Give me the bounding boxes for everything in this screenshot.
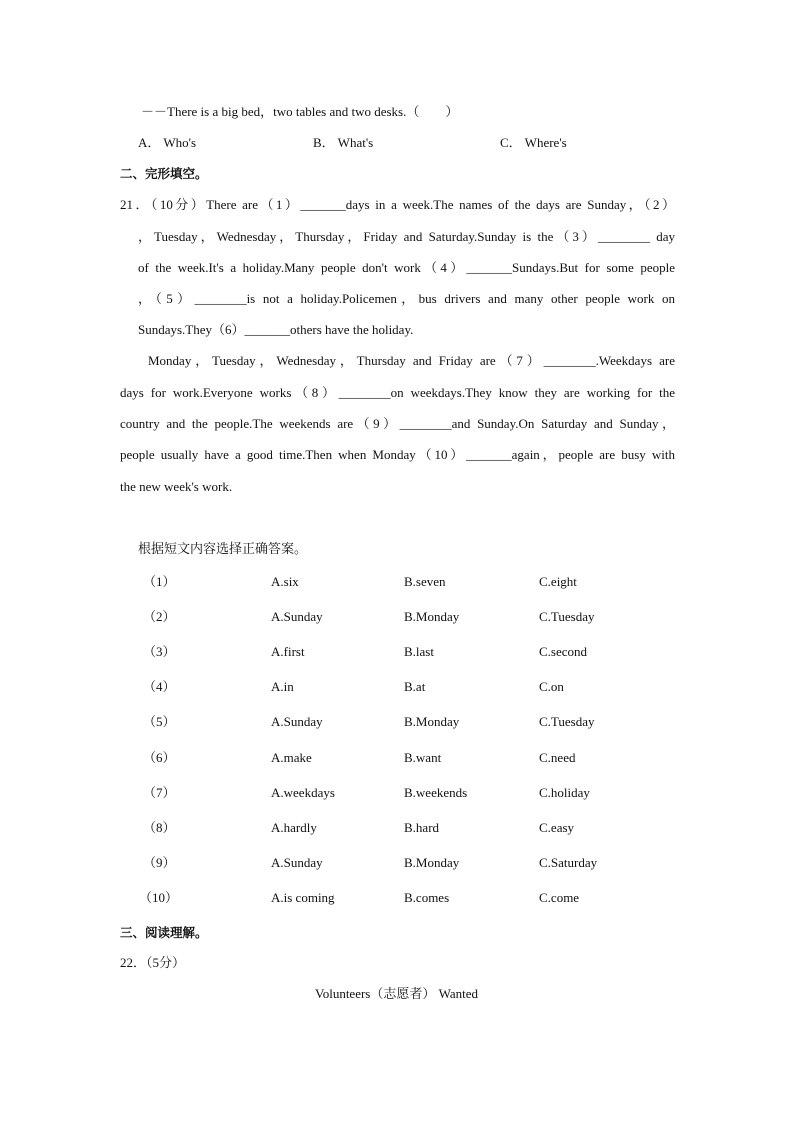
choice-a[interactable]: A.Sunday — [271, 855, 323, 870]
passage-line: ，Tuesday，Wednesday，Thursday，Friday and Saturday.Sunday is the（3）________ day — [138, 229, 675, 244]
passage-line: country and the people.The weekends are（9）________and Sunday.On Saturday and Sunday， — [120, 416, 675, 431]
choice-c[interactable]: C.Tuesday — [539, 609, 595, 624]
choice-c[interactable]: C.holiday — [539, 785, 590, 800]
choice-a[interactable]: A.Sunday — [271, 714, 323, 729]
choice-c[interactable]: C.come — [539, 890, 580, 905]
section-heading-reading: 三、阅读理解。 — [120, 925, 208, 940]
choice-c[interactable]: C.Saturday — [539, 855, 598, 870]
choice-c[interactable]: C.need — [539, 750, 576, 765]
choice-b[interactable]: B.comes — [404, 890, 450, 905]
choice-c[interactable]: C.second — [539, 644, 588, 659]
choice-c[interactable]: C.Tuesday — [539, 714, 595, 729]
choice-a[interactable]: A.in — [271, 679, 294, 694]
choice-number: （3） — [143, 644, 176, 659]
passage-line: people usually have a good time.Then when Monday（10）_______again，people are busy with — [120, 447, 675, 462]
choice-number: （10） — [139, 890, 179, 905]
choice-number: （8） — [143, 820, 176, 835]
choice-number: （7） — [143, 785, 176, 800]
choice-a[interactable]: A.weekdays — [271, 785, 335, 800]
question-21-header: 21．（10分）There are（1）_______days in a week.The names of the days are Sunday，（2） — [120, 197, 675, 212]
choice-a[interactable]: A.hardly — [271, 820, 317, 835]
passage-line: of the week.It's a holiday.Many people don't work（4）_______Sundays.But for some people — [138, 260, 675, 275]
choice-number: （1） — [143, 574, 176, 589]
previous-question-dialog: －－There is a big bed，two tables and two desks.（ ） — [141, 104, 459, 119]
choice-a[interactable]: A.Sunday — [271, 609, 323, 624]
choice-b[interactable]: B.Monday — [404, 714, 460, 729]
passage-line: Monday，Tuesday，Wednesday，Thursday and Friday are（7）________.Weekdays are — [148, 353, 675, 368]
reading-title: Volunteers（志愿者） Wanted — [315, 986, 478, 1001]
choice-c[interactable]: C.eight — [539, 574, 577, 589]
choice-number: （9） — [143, 855, 176, 870]
choice-number: （2） — [143, 609, 176, 624]
choice-c[interactable]: C.on — [539, 679, 564, 694]
choice-b[interactable]: B.weekends — [404, 785, 468, 800]
choice-b[interactable]: B.seven — [404, 574, 446, 589]
passage-line: days for work.Everyone works（8）________on weekdays.They know they are working for the — [120, 385, 675, 400]
choice-a[interactable]: A.make — [271, 750, 312, 765]
choice-b[interactable]: B.Monday — [404, 609, 460, 624]
option-c[interactable]: C． Where's — [500, 135, 567, 150]
choice-c[interactable]: C.easy — [539, 820, 575, 835]
choice-number: （4） — [143, 679, 176, 694]
choice-number: （5） — [143, 714, 176, 729]
question-22-header: 22．（5分） — [120, 955, 186, 970]
passage-line: Sundays.They（6）_______others have the holiday. — [138, 322, 414, 337]
choice-b[interactable]: B.Monday — [404, 855, 460, 870]
instruction: 根据短文内容选择正确答案。 — [138, 541, 308, 556]
choice-b[interactable]: B.hard — [404, 820, 440, 835]
passage-line: the new week's work. — [120, 479, 233, 494]
section-heading-cloze: 二、完形填空。 — [120, 166, 208, 181]
choice-number: （6） — [143, 750, 176, 765]
choice-b[interactable]: B.at — [404, 679, 426, 694]
choice-a[interactable]: A.first — [271, 644, 305, 659]
choice-b[interactable]: B.want — [404, 750, 442, 765]
choice-a[interactable]: A.six — [271, 574, 299, 589]
option-b[interactable]: B． What's — [313, 135, 374, 150]
choice-b[interactable]: B.last — [404, 644, 434, 659]
passage-line: ，（5）________is not a holiday.Policemen，bus drivers and many other people work on — [138, 291, 675, 306]
option-a[interactable]: A． Who's — [138, 135, 197, 150]
choice-a[interactable]: A.is coming — [271, 890, 335, 905]
